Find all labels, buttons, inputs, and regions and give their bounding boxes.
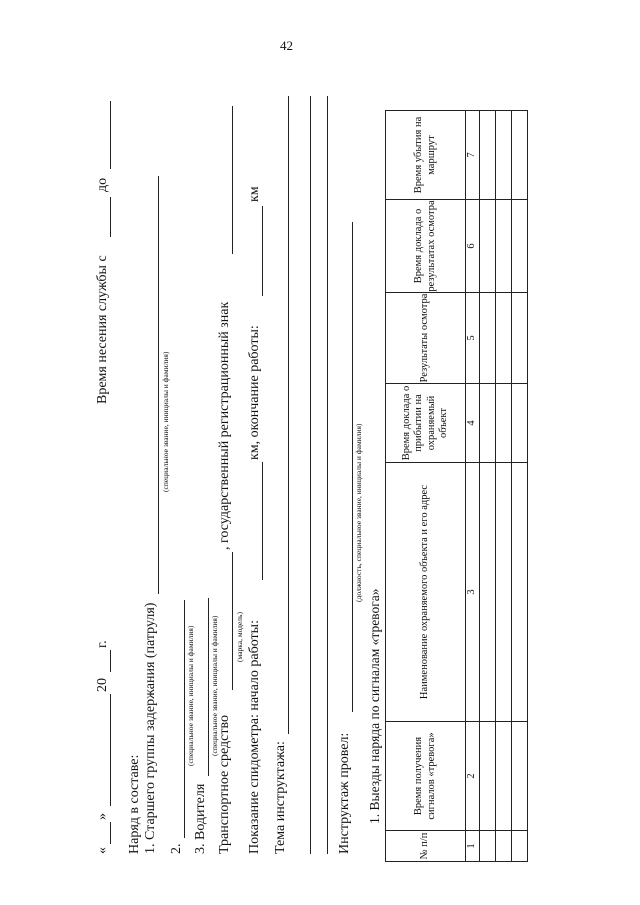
briefing-by-blank[interactable] [352,222,353,712]
day-blank[interactable] [110,822,111,844]
header-inspection-results: Результаты осмотра [386,293,466,384]
page-number: 42 [280,38,293,53]
alarm-table [385,110,528,862]
year-suffix: г. [95,640,110,648]
briefing-by-label: Инструктаж провел: [337,732,352,854]
table-cell[interactable] [512,200,528,293]
table-cell[interactable] [480,200,496,293]
table-row [480,111,496,862]
vehicle-label: Транспортное средство [217,715,232,854]
item1-blank[interactable] [158,176,159,594]
year-blank[interactable] [110,650,111,672]
service-from-blank[interactable] [110,197,111,237]
date-open-quote: « [95,847,110,854]
year-prefix: 20 [95,678,110,692]
item2-blank[interactable] [184,600,185,838]
table-cell[interactable] [512,293,528,384]
header-departure-time: Время убытия на маршрут [386,111,466,200]
col-number-7: 7 [466,111,480,200]
table-cell[interactable] [496,293,512,384]
vehicle-model-blank[interactable] [232,552,233,690]
item1-hint: (специальное звание, инициалы и фамилия) [161,351,170,492]
briefing-topic-line-2[interactable] [310,96,311,854]
table-cell[interactable] [496,111,512,200]
briefing-by-hint: (должность, специальное звание, инициалы и фамилия) [354,423,363,602]
col-number-6: 6 [466,200,480,293]
table-cell[interactable] [496,831,512,862]
item2-hint: (специальное звание, инициалы и фамилия) [186,625,195,766]
crew-heading: Наряд в составе: [127,754,142,854]
header-object: Наименование охраняемого объекта и его адрес [386,463,466,722]
header-report-time: Время доклада о результатах осмотра [386,200,466,293]
speedometer-start-blank[interactable] [262,462,263,580]
speedometer-end-label: км, окончание работы: [247,325,262,460]
service-to-blank[interactable] [110,101,111,169]
table-header-row [386,111,466,862]
table-cell[interactable] [480,722,496,831]
table-cell[interactable] [480,384,496,463]
vehicle-plate-blank[interactable] [232,106,233,254]
table-cell[interactable] [496,200,512,293]
col-number-2: 2 [466,722,480,831]
table-cell[interactable] [480,293,496,384]
table-cell[interactable] [512,722,528,831]
table-cell[interactable] [512,111,528,200]
item3-blank[interactable] [208,598,209,776]
table-cell[interactable] [480,463,496,722]
item3-hint: (специальное звание, инициалы и фамилия) [210,615,219,756]
col-number-4: 4 [466,384,480,463]
vehicle-plate-label: , государственный регистрационный знак [217,301,232,550]
table-cell[interactable] [512,384,528,463]
item2-label: 2. [169,843,184,854]
col-number-1: 1 [466,831,480,862]
service-to-label: до [95,177,110,192]
table-number-row [466,111,480,862]
table-cell[interactable] [496,384,512,463]
table-cell[interactable] [512,831,528,862]
vehicle-hint: (марка, модель) [235,612,244,662]
briefing-topic-label: Тема инструктажа: [273,741,288,854]
speedometer-km-label: км [247,186,262,202]
col-number-5: 5 [466,293,480,384]
table-cell[interactable] [480,111,496,200]
table-row [512,111,528,862]
section-title: 1. Выезды наряда по сигналам «тревога» [367,588,382,824]
header-arrival-time: Время доклада о прибытии на охраняемый объект [386,384,466,463]
table-cell[interactable] [512,463,528,722]
service-time-label: Время несения службы с [95,255,110,404]
month-blank[interactable] [110,694,111,806]
item3-label: 3. Водителя [193,783,208,854]
table-row [496,111,512,862]
briefing-topic-line-3[interactable] [327,96,328,854]
col-number-3: 3 [466,463,480,722]
table-cell[interactable] [496,722,512,831]
header-number: № п/п [386,831,466,862]
item1-label: 1. Старшего группы задержания (патруля) [143,602,158,854]
table-cell[interactable] [480,831,496,862]
speedometer-end-blank[interactable] [262,206,263,296]
date-close-quote: » [95,813,110,820]
rotated-form-sheet [75,62,635,862]
table-cell[interactable] [496,463,512,722]
speedometer-start-label: Показание спидометра: начало работы: [247,620,262,854]
header-signal-time: Время получения сигналов «тревога» [386,722,466,831]
briefing-topic-line-1[interactable] [288,96,289,734]
